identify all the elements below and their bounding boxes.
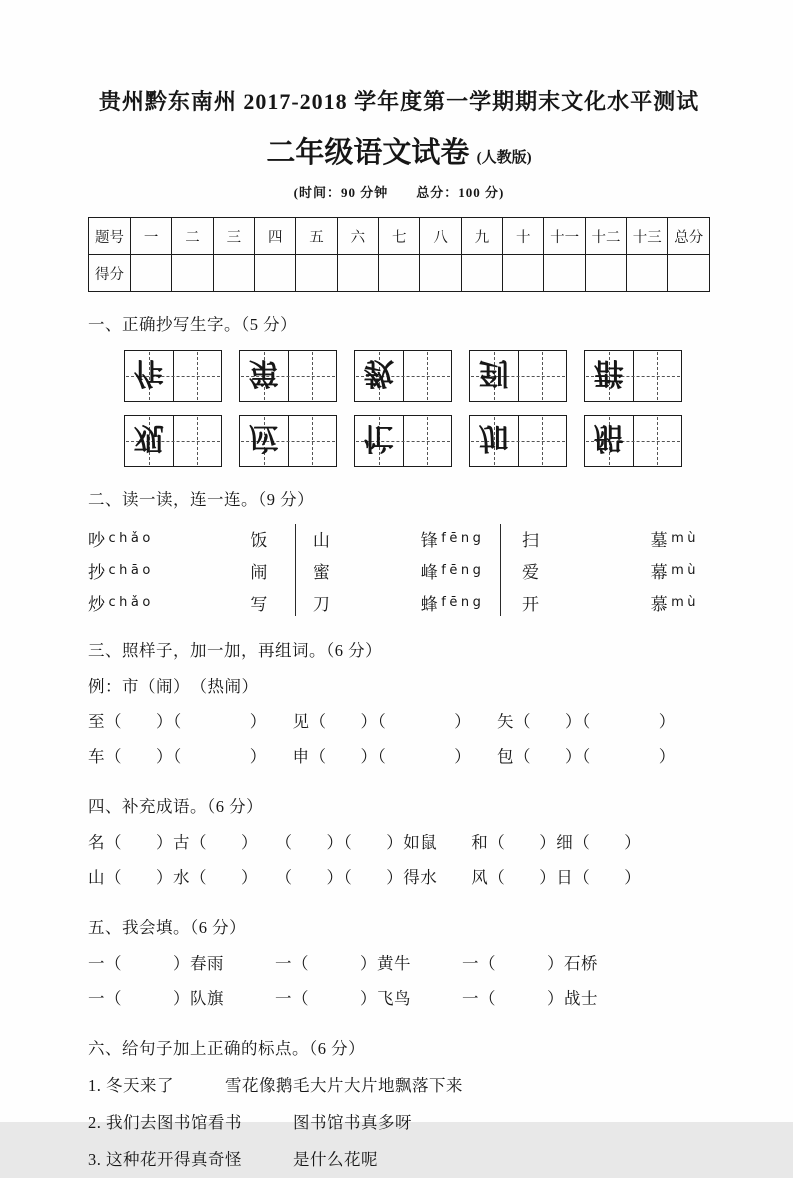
score-blank-cell: [668, 255, 710, 292]
fill-line: 至（ ）（ ） 见（ ）（ ） 矢（ ）（ ）: [88, 712, 676, 731]
match-item: [88, 554, 250, 586]
section-add-and-form-words: [88, 639, 710, 774]
section-complete-idioms: [88, 795, 710, 895]
tian-grid-cell: [125, 416, 173, 466]
fill-line: 一（ ）春雨 一（ ）黄牛 一（ ）石桥: [88, 954, 598, 973]
match-item: 写: [250, 594, 268, 614]
fill-line: 一（ ）队旗 一（ ）飞鸟 一（ ）战士: [88, 989, 598, 1008]
match-column-pinyin-left: [88, 522, 250, 618]
tian-grid-cell: [470, 416, 518, 466]
pinyin-label: mù: [671, 594, 700, 610]
hanzi: 蜂: [420, 594, 439, 614]
tian-grid-cell-blank: [173, 416, 222, 466]
score-table-header-label: 题号: [89, 218, 131, 255]
section-1-heading: 一、正确抄写生字。（5 分）: [88, 315, 298, 334]
tian-grid-box: [584, 350, 682, 402]
tian-grid-cell-blank: [633, 351, 682, 401]
tian-grid-cell: [355, 416, 403, 466]
score-blank-cell: [172, 255, 213, 292]
score-table-score-row: [89, 255, 710, 292]
score-col-header: 二: [172, 218, 213, 255]
hanzi: 锋: [420, 530, 439, 550]
exam-subtitle: [88, 136, 710, 175]
fill-line: 车（ ）（ ） 申（ ）（ ） 包（ ）（ ）: [88, 747, 676, 766]
score-col-header: 五: [296, 218, 337, 255]
tian-grid-box: [239, 415, 337, 467]
pinyin-label: mù: [671, 562, 700, 578]
score-col-header: 十二: [585, 218, 626, 255]
pinyin-label: mù: [671, 530, 700, 546]
sentence-line: 1. 冬天来了 雪花像鹅毛大片大片地飘落下来: [88, 1076, 463, 1095]
pinyin-label: chǎo: [108, 530, 154, 546]
section-3-heading: 三、照样子，加一加，再组词。（6 分）: [88, 641, 383, 660]
score-blank-cell: [627, 255, 668, 292]
flipped-character: 教: [363, 356, 394, 389]
match-item: 饭: [250, 530, 268, 550]
score-blank-cell: [213, 255, 254, 292]
tian-grid-cell-blank: [288, 416, 337, 466]
tian-grid-cell-blank: [173, 351, 222, 401]
match-column-pinyin-mid: [421, 522, 500, 618]
score-col-header: 八: [420, 218, 461, 255]
tian-grid-box: [239, 350, 337, 402]
hanzi: 幕: [650, 562, 669, 582]
fill-line: 名（ ）古（ ） （ ）（ ）如鼠 和（ ）细（ ）: [88, 833, 642, 852]
tian-grid-cell: [585, 351, 633, 401]
score-col-header: 总分: [668, 218, 710, 255]
tian-grid-box: [469, 415, 567, 467]
hanzi: 墓: [650, 530, 669, 550]
flipped-character: 作: [133, 356, 164, 389]
score-blank-cell: [585, 255, 626, 292]
hanzi: 峰: [420, 562, 439, 582]
match-item: 山: [312, 530, 331, 550]
sentence-line: 2. 我们去图书馆看书 图书馆书真多呀: [88, 1113, 412, 1132]
match-item: [88, 522, 250, 554]
score-col-header: 一: [131, 218, 172, 255]
pinyin-label: fēng: [441, 594, 485, 610]
tian-grid-box: [124, 415, 222, 467]
score-table-header-row: [89, 218, 710, 255]
tian-grid-cell-blank: [633, 416, 682, 466]
sentence-line: 3. 这种花开得真奇怪 是什么花呢: [88, 1150, 378, 1169]
flipped-character: 应: [248, 421, 279, 454]
score-col-header: 三: [213, 218, 254, 255]
tian-grid-cell: [240, 351, 288, 401]
exam-subtitle-text: 二年级语文试卷: [266, 137, 470, 169]
pinyin-label: chāo: [108, 562, 154, 578]
flipped-character: 加: [478, 421, 509, 454]
hanzi: 慕: [650, 594, 669, 614]
tian-grid-box: [469, 350, 567, 402]
match-column-words-mid: [296, 522, 421, 618]
tian-grid-cell: [585, 416, 633, 466]
score-table: [88, 217, 710, 292]
copy-grid-row-2: [124, 415, 710, 467]
score-col-header: 十一: [544, 218, 585, 255]
match-item: 闹: [250, 562, 268, 582]
tian-grid-cell: [125, 351, 173, 401]
score-col-header: 七: [379, 218, 420, 255]
exam-time-score-info: (时间：90 分钟 总分：100 分): [293, 185, 505, 200]
example-line: 例：市（闹） （热闹）: [88, 677, 259, 696]
tian-grid-cell-blank: [403, 351, 452, 401]
match-item: [421, 522, 500, 554]
flipped-character: 群: [593, 356, 624, 389]
tian-grid-cell: [240, 416, 288, 466]
hanzi: 抄: [88, 562, 106, 582]
edition-note: (人教版): [476, 150, 532, 166]
section-punctuation: [88, 1037, 710, 1178]
match-item: 蜜: [312, 562, 331, 582]
section-matching: [88, 488, 710, 618]
score-blank-cell: [131, 255, 172, 292]
section-5-heading: 五、我会填。（6 分）: [88, 918, 247, 937]
score-col-header: 九: [461, 218, 502, 255]
match-item: 爱: [521, 562, 540, 582]
match-item: [88, 586, 250, 618]
tian-grid-cell: [470, 351, 518, 401]
tian-grid-box: [354, 350, 452, 402]
match-item: [651, 522, 710, 554]
flipped-character: 忙: [363, 421, 394, 454]
fill-line: 山（ ）水（ ） （ ）（ ）得水 风（ ）日（ ）: [88, 868, 642, 887]
score-blank-cell: [461, 255, 502, 292]
tian-grid-cell-blank: [403, 416, 452, 466]
score-blank-cell: [296, 255, 337, 292]
score-blank-cell: [337, 255, 378, 292]
tian-grid-box: [584, 415, 682, 467]
flipped-character: 船: [593, 421, 624, 454]
pinyin-label: fēng: [441, 562, 485, 578]
tian-grid-cell-blank: [288, 351, 337, 401]
matching-exercise: [88, 522, 710, 618]
pinyin-label: chǎo: [108, 594, 154, 610]
pinyin-label: fēng: [441, 530, 485, 546]
score-col-header: 十三: [627, 218, 668, 255]
match-item: 刀: [312, 594, 331, 614]
match-column-pinyin-right: [651, 522, 710, 618]
hanzi: 吵: [88, 530, 106, 550]
hanzi: 炒: [88, 594, 106, 614]
match-item: [651, 586, 710, 618]
match-column-words-left: [250, 522, 295, 618]
section-copy-characters: [88, 313, 710, 467]
exam-title: 贵州黔东南州 2017-2018 学年度第一学期期末文化水平测试: [98, 89, 700, 114]
score-col-header: 四: [255, 218, 296, 255]
tian-grid-cell-blank: [518, 416, 567, 466]
flipped-character: 到: [478, 356, 509, 389]
score-blank-cell: [379, 255, 420, 292]
score-blank-cell: [503, 255, 544, 292]
match-item: 开: [521, 594, 540, 614]
tian-grid-cell-blank: [518, 351, 567, 401]
score-col-header: 六: [337, 218, 378, 255]
copy-grid-row-1: [124, 350, 710, 402]
match-item: 扫: [521, 530, 540, 550]
score-blank-cell: [420, 255, 461, 292]
score-col-header: 十: [503, 218, 544, 255]
flipped-character: 观: [133, 421, 164, 454]
section-4-heading: 四、补充成语。（6 分）: [88, 797, 264, 816]
flipped-character: 第: [248, 356, 279, 389]
tian-grid-box: [124, 350, 222, 402]
score-blank-cell: [255, 255, 296, 292]
match-column-words-right: [501, 522, 651, 618]
match-item: [421, 554, 500, 586]
match-item: [421, 586, 500, 618]
score-blank-cell: [544, 255, 585, 292]
section-6-heading: 六、给句子加上正确的标点。（6 分）: [88, 1039, 366, 1058]
match-item: [651, 554, 710, 586]
tian-grid-cell: [355, 351, 403, 401]
score-row-label: 得分: [89, 255, 131, 292]
section-2-heading: 二、读一读，连一连。（9 分）: [88, 490, 315, 509]
tian-grid-box: [354, 415, 452, 467]
section-measure-words: [88, 916, 710, 1016]
